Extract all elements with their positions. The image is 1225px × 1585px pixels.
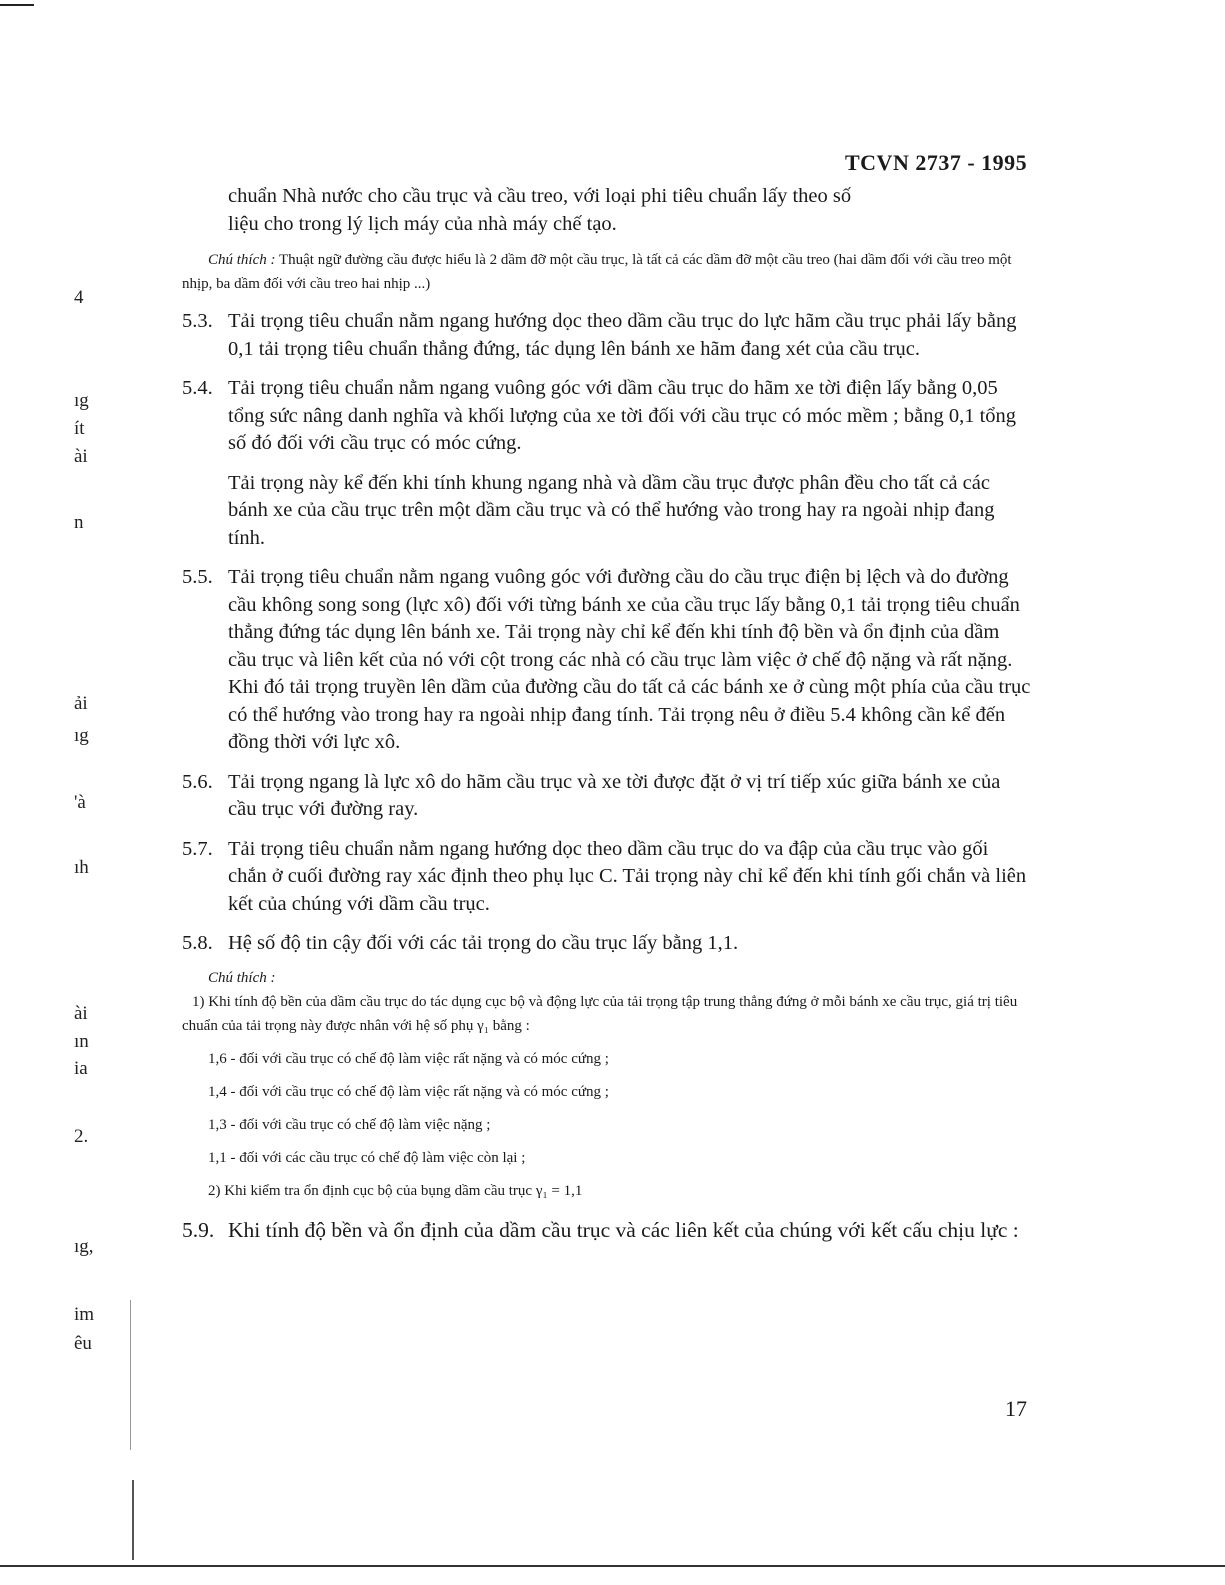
- margin-fragment: ải: [74, 693, 88, 714]
- clause-number: 5.5.: [182, 566, 213, 588]
- margin-fragment: ia: [74, 1058, 88, 1079]
- margin-fragment: n: [74, 512, 84, 533]
- note-2-item: 1,3 - đối với cầu trục có chế độ làm việc nặng ;: [208, 1116, 491, 1133]
- clause-5-5: [182, 564, 1032, 757]
- scan-edge-line: [0, 4, 34, 6]
- page-number: 17: [1005, 1396, 1027, 1421]
- margin-fragment: ài: [74, 1003, 88, 1024]
- margin-fragment: 'à: [74, 792, 86, 813]
- clause-5-4-paragraph-2: Tải trọng này kể đến khi tính khung ngang nhà và dầm cầu trục được phân đều cho tất cả các bánh xe của cầu trục trên một dầm cầu trục và có thể hướng vào trong hay ra ngoài nhịp đang tính.: [228, 471, 995, 549]
- clause-text: Hệ số độ tin cậy đối với các tải trọng do cầu trục lấy bằng 1,1.: [228, 932, 739, 954]
- note-2-paragraph-1: 1) Khi tính độ bền của dầm cầu trục do tác dụng cục bộ và động lực của tải trọng tập trung thẳng đứng ở mỗi bánh xe cầu trục, giá trị tiêu chuẩn của tải trọng này được nhân với hệ số phụ γ₁ bằng :: [182, 993, 1018, 1034]
- clause-text: Tải trọng tiêu chuẩn nằm ngang vuông góc với đường cầu do cầu trục điện bị lệch và do đường cầu không song song (lực xô) đối với từng bánh xe của cầu trục lấy bằng 0,1 tải trọng tiêu chuẩn thẳng đứng tác dụng lên bánh xe. Tải trọng này chỉ kể đến khi tính độ bền và ổn định của dầm cầu trục và liên kết của nó với cột trong các nhà có cầu trục làm việc ở chế độ nặng và rất nặng. Khi đó tải trọng truyền lên dầm của đường cầu do tất cả các bánh xe ở cùng một phía của cầu trục có thể hướng vào trong hay ra ngoài nhịp đang tính. Tải trọng nêu ở điều 5.4 không cần kể đến đồng thời với lực xô.: [228, 566, 1031, 753]
- margin-fragment: im: [74, 1304, 95, 1325]
- standard-code-header: TCVN 2737 - 1995: [845, 150, 1028, 175]
- note-1: [182, 248, 1032, 296]
- note-label: Chú thích :: [208, 969, 276, 986]
- clause-number: 5.7.: [182, 837, 213, 860]
- margin-fragment: êu: [74, 1333, 92, 1354]
- clause-text: Tải trọng tiêu chuẩn nằm ngang hướng dọc theo dầm cầu trục do lực hãm cầu trục phải lấy bằng 0,1 tải trọng tiêu chuẩn thẳng đứng, tác dụng lên bánh xe hãm đang xét của cầu trục.: [228, 310, 1017, 360]
- clause-number: 5.4.: [182, 377, 213, 399]
- clause-text: Tải trọng ngang là lực xô do hãm cầu trục và xe tời được đặt ở vị trí tiếp xúc giữa bánh xe của cầu trục với đường ray.: [228, 770, 1001, 820]
- note-text: Thuật ngữ đường cầu được hiểu là 2 dầm đỡ một cầu trục, là tất cả các dầm đỡ một cầu treo (hai dầm đối với cầu treo một nhịp, ba dầm đối với cầu treo hai nhịp ...): [182, 252, 1012, 292]
- clause-5-3: [182, 308, 1032, 363]
- scan-edge-line: [0, 1565, 1225, 1567]
- scan-artifact-line: [132, 1480, 134, 1560]
- margin-fragment: ıh: [74, 857, 89, 878]
- note-2-item: 2) Khi kiểm tra ổn định cục bộ của bụng dầm cầu trục γ₁ = 1,1: [208, 1182, 583, 1199]
- clause-5-8: [182, 930, 1032, 958]
- scan-artifact-line: [130, 1300, 131, 1450]
- clause-text: Tải trọng tiêu chuẩn nằm ngang vuông góc với dầm cầu trục do hãm xe tời điện lấy bằng 0,05 tổng sức nâng danh nghĩa và khối lượng của xe tời đối với cầu trục có móc mềm ; bằng 0,1 tổng số đó đối với cầu trục có móc cứng.: [228, 377, 1017, 454]
- note-2-item: 1,6 - đối với cầu trục có chế độ làm việc rất nặng và có móc cứng ;: [208, 1050, 609, 1067]
- margin-fragment: 2.: [74, 1126, 89, 1147]
- clause-number: 5.9.: [182, 1217, 215, 1242]
- intro-line-2: liệu cho trong lý lịch máy của nhà máy chế tạo.: [228, 212, 617, 235]
- clause-text: Tải trọng tiêu chuẩn nằm ngang hướng dọc theo dầm cầu trục do va đập của cầu trục vào gối chắn ở cuối đường ray xác định theo phụ lục C. Tải trọng này chỉ kể đến khi tính gối chắn và liên kết của chúng với dầm cầu trục.: [228, 837, 1027, 915]
- margin-fragment: ıg: [74, 725, 89, 746]
- margin-fragment: 4: [74, 287, 84, 308]
- clause-text: Khi tính độ bền và ổn định của dầm cầu trục và các liên kết của chúng với kết cấu chịu lực :: [228, 1217, 1019, 1242]
- clause-5-7: [182, 836, 1032, 919]
- clause-5-6: [182, 769, 1032, 824]
- intro-line-1: chuẩn Nhà nước cho cầu trục và cầu treo, với loại phi tiêu chuẩn lấy theo số: [228, 185, 852, 207]
- note-label: Chú thích :: [208, 252, 276, 268]
- margin-fragment: ıg: [74, 390, 89, 411]
- clause-number: 5.3.: [182, 310, 213, 332]
- body-text: [182, 183, 1032, 1244]
- note-2: [182, 966, 1032, 1203]
- margin-fragment: ít: [74, 418, 85, 439]
- clause-5-9: [182, 1217, 1032, 1245]
- clause-number: 5.8.: [182, 932, 213, 954]
- clause-number: 5.6.: [182, 770, 213, 793]
- note-2-item: 1,4 - đối với cầu trục có chế độ làm việc rất nặng và có móc cứng ;: [208, 1083, 609, 1100]
- note-2-item: 1,1 - đối với các cầu trục có chế độ làm việc còn lại ;: [208, 1149, 526, 1166]
- clause-5-4: [182, 375, 1032, 458]
- margin-fragment: ıg,: [74, 1236, 94, 1257]
- margin-fragment: ın: [74, 1031, 89, 1052]
- margin-fragment: ài: [74, 446, 88, 467]
